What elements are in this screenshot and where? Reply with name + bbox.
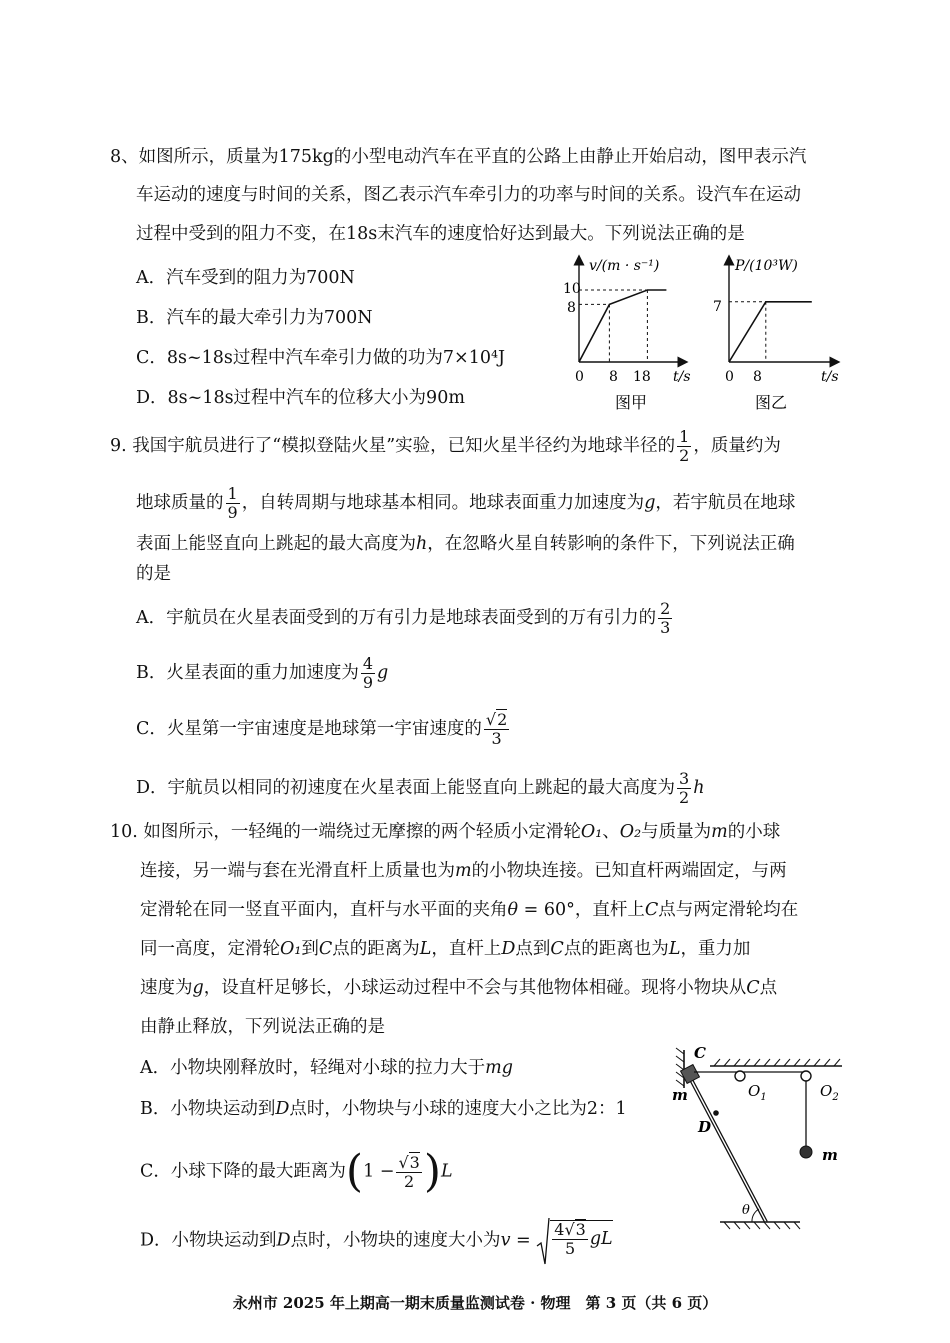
q9-option-a-num: 2 — [660, 599, 671, 618]
q10-label-m-block: m — [672, 1086, 688, 1104]
q10-option-d-radicand: 3 — [575, 1220, 586, 1239]
q9-line1-text: 9. 我国宇航员进行了“模拟登陆火星”实验，已知火星半径约为地球半径的 — [110, 436, 676, 456]
q10-option-c-num: √3 — [398, 1152, 420, 1172]
q10-line4-to2: 点到 — [515, 939, 551, 959]
q10-symbol-m: m — [711, 822, 728, 842]
q10-line4-d: D — [501, 939, 516, 959]
q10-line2-m: m — [455, 861, 472, 881]
q10-stem-line-3 — [140, 898, 798, 922]
q8-graph-velocity — [555, 250, 705, 420]
q10-option-c-radicand: 3 — [409, 1152, 420, 1172]
q10-line2-text: 连接，另一端与套在光滑直杆上质量也为 — [140, 861, 455, 881]
q9-option-a — [136, 600, 674, 637]
q10-option-d-mid: 点时，小物块的速度大小为 — [290, 1230, 501, 1251]
q9-option-b — [136, 655, 388, 692]
q10-option-d-root — [536, 1216, 612, 1266]
q8-graph1-ytick-10: 10 — [563, 281, 581, 297]
q9-option-b-g: g — [377, 663, 389, 683]
q9-stem-line-1 — [110, 428, 781, 465]
q8-graph1-xtick-8: 8 — [609, 369, 618, 385]
q10-option-d-fraction — [552, 1221, 588, 1258]
q9-symbol-g: g — [644, 493, 656, 513]
q10-line3-tail: 点与两定滑轮均在 — [658, 900, 799, 920]
q10-label-m-ball: m — [822, 1146, 838, 1164]
q9-option-b-fraction — [361, 655, 375, 692]
q10-line4-rod: ，直杆上 — [431, 939, 502, 959]
q8-option-a: A．汽车受到的阻力为700N — [136, 268, 355, 288]
q9-option-b-num: 4 — [362, 654, 374, 673]
q10-stem-line-2 — [140, 859, 787, 883]
q10-line4-tail: ，重力加 — [680, 939, 751, 959]
q8-stem-line-2: 车运动的速度与时间的关系，图乙表示汽车牵引力的功率与时间的关系。设汽车在运动 — [136, 185, 801, 205]
q9-fraction-half — [677, 428, 691, 465]
q9-option-c-text: C．火星第一宇宙速度是地球第一宇宙速度的 — [136, 719, 482, 739]
q10-option-d-gL: gL — [589, 1229, 613, 1249]
q9-option-d-text: D．宇航员以相同的初速度在火星表面上能竖直向上跳起的最大高度为 — [136, 778, 676, 798]
q9-stem-line-4: 的是 — [136, 564, 171, 584]
q10-ceiling-hatch — [714, 1059, 840, 1066]
q10-line5-mid: ，设直杆足够长，小球运动过程中不会与其他物体相碰。现将小物块从 — [203, 978, 747, 998]
q10-option-a — [140, 1056, 513, 1080]
q9-option-c-radicand: 2 — [497, 710, 508, 729]
q10-line3-c: C — [644, 900, 659, 920]
q8-graph-power — [705, 250, 855, 420]
q9-option-a-text: A．宇航员在火星表面受到的万有引力是地球表面受到的万有引力的 — [136, 608, 657, 628]
q9-line3-text: 表面上能竖直向上跳起的最大高度为 — [136, 534, 416, 554]
q8-option-b: B．汽车的最大牵引力为700N — [136, 308, 373, 328]
q10-option-b-d: D — [275, 1099, 290, 1119]
q10-ball — [800, 1146, 812, 1158]
q10-option-b — [140, 1097, 627, 1121]
q8-graph1-ylabel: v/(m · s⁻¹) — [589, 258, 660, 274]
q10-option-c-one: 1 − — [363, 1161, 395, 1182]
q9-fraction-half-num: 1 — [679, 427, 690, 446]
q10-option-c — [140, 1146, 453, 1197]
q9-line2-mid: ，自转周期与地球基本相同。地球表面重力加速度为 — [241, 493, 645, 513]
q8-graph1-xlabel: t/s — [673, 369, 691, 385]
q9-option-d-den: 2 — [679, 788, 690, 807]
q10-separator: 、 — [602, 822, 620, 842]
q10-line1-tail: 的小球 — [727, 822, 781, 842]
q9-option-a-fraction — [658, 600, 672, 637]
q9-line2-text: 地球质量的 — [136, 493, 224, 513]
q10-symbol-o1: O₁ — [580, 822, 603, 842]
q10-option-d-text: D．小物块运动到 — [140, 1230, 277, 1251]
q10-label-c: C — [694, 1044, 706, 1062]
q10-option-d-den: 5 — [564, 1239, 576, 1258]
q8-graph1-caption: 图甲 — [615, 393, 648, 412]
q10-line4-c: C — [318, 939, 333, 959]
q10-line5-g: g — [192, 978, 204, 998]
q10-line4-o1: O₁ — [280, 939, 302, 959]
q10-symbol-o2: O₂ — [619, 822, 642, 842]
q9-stem-line-3 — [136, 532, 795, 556]
q9-stem-line-2 — [136, 485, 795, 522]
q10-option-d — [140, 1216, 613, 1266]
q9-option-b-den: 9 — [362, 673, 374, 692]
q10-stem-line-1 — [110, 820, 780, 844]
q9-option-c-den: 3 — [491, 729, 502, 748]
q8-graph2-origin: 0 — [725, 369, 734, 385]
q10-option-d-num: 4√3 — [554, 1220, 586, 1239]
q9-fraction-ninth — [226, 485, 240, 522]
q9-fraction-ninth-den: 9 — [227, 503, 238, 522]
q9-line2-tail: ，若宇航员在地球 — [655, 493, 796, 513]
q9-option-c-num: √2 — [485, 710, 508, 729]
q9-option-d-h: h — [693, 778, 705, 798]
q10-pulley-o1 — [735, 1071, 745, 1081]
q10-option-b-text: B．小物块运动到 — [140, 1099, 276, 1119]
q8-graph1-velocity-curve — [579, 290, 666, 362]
q10-stem-line-4 — [140, 937, 750, 961]
q8-graph1-origin: 0 — [575, 369, 584, 385]
q8-graph1-xtick-18: 18 — [633, 369, 651, 385]
q10-point-d — [713, 1110, 719, 1116]
q10-label-d: D — [698, 1118, 712, 1136]
q8-stem-line-1: 8、如图所示，质量为175kg的小型电动汽车在平直的公路上由静止开始启动，图甲表示汽 — [110, 147, 807, 167]
q10-option-c-den: 2 — [404, 1171, 415, 1191]
q10-option-c-L: L — [441, 1161, 453, 1182]
q8-graph2-xlabel: t/s — [821, 369, 839, 385]
q10-line2-tail: 的小物块连接。已知直杆两端固定，与两 — [471, 861, 787, 881]
q10-option-d-coef: 4 — [554, 1220, 565, 1239]
q10-line5-text: 速度为 — [140, 978, 193, 998]
page-footer: 永州市 2025 年上期高一期末质量监测试卷 · 物理 第 3 页（共 6 页） — [232, 1294, 718, 1312]
q8-graph2-caption: 图乙 — [755, 393, 788, 412]
q8-graph1-ytick-8: 8 — [567, 300, 576, 316]
q10-label-o1: $O_1$ — [748, 1082, 767, 1103]
q10-stem-line-5 — [140, 976, 777, 1000]
q10-line4-distance: 点的距离为 — [332, 939, 420, 959]
q8-option-c: C．8s~18s过程中汽车牵引力做的功为7×10⁴J — [136, 348, 506, 368]
q8-option-d: D．8s~18s过程中汽车的位移大小为90m — [136, 388, 465, 408]
q10-label-theta: θ — [742, 1203, 750, 1218]
q10-line4-L2: L — [668, 939, 681, 959]
q10-option-a-text: A．小物块刚释放时，轻绳对小球的拉力大于 — [140, 1058, 486, 1078]
q10-option-d-eq: = — [510, 1230, 537, 1251]
q10-pulley-o2 — [801, 1071, 811, 1081]
q10-line1-mid: 与质量为 — [641, 822, 712, 842]
q9-option-d — [136, 770, 705, 807]
q10-line5-tail: 点 — [759, 978, 778, 998]
q10-wall-hatch — [676, 1048, 684, 1086]
q10-line5-c: C — [746, 978, 760, 998]
q10-option-a-mg: mg — [485, 1058, 513, 1078]
q9-option-d-fraction — [677, 770, 691, 807]
q9-option-b-text: B．火星表面的重力加速度为 — [136, 663, 359, 683]
q10-line4-L: L — [419, 939, 432, 959]
q10-option-c-lparen: ( — [345, 1146, 364, 1197]
q10-option-d-root-sign — [536, 1216, 550, 1266]
q10-line3-mid: = 60°，直杆上 — [518, 900, 645, 920]
q10-option-c-rparen: ) — [423, 1146, 441, 1197]
q8-graph2-ytick-7: 7 — [713, 299, 722, 315]
q10-line4-c2: C — [550, 939, 564, 959]
q8-stem-line-3: 过程中受到的阻力不变，在18s末汽车的速度恰好达到最大。下列说法正确的是 — [136, 224, 745, 244]
q10-line4-also: 点的距离也为 — [563, 939, 669, 959]
q10-line4-text: 同一高度，定滑轮 — [140, 939, 280, 959]
q9-option-c — [136, 711, 511, 748]
q9-line1-tail: ，质量约为 — [693, 436, 781, 456]
q10-line3-text: 定滑轮在同一竖直平面内，直杆与水平面的夹角 — [140, 900, 508, 920]
q10-option-d-d: D — [276, 1230, 291, 1251]
q10-symbol-theta: θ — [507, 900, 519, 920]
q10-option-c-text: C．小球下降的最大距离为 — [140, 1161, 346, 1182]
q10-option-d-v: v — [500, 1230, 511, 1251]
q8-graph2-xtick-8: 8 — [753, 369, 762, 385]
q9-fraction-half-den: 2 — [679, 446, 690, 465]
q10-diagram — [670, 1040, 850, 1240]
q10-label-o2: $O_2$ — [820, 1082, 839, 1103]
q10-option-b-tail: 点时，小物块与小球的速度大小之比为2：1 — [289, 1099, 627, 1119]
q10-line1-text: 10. 如图所示，一轻绳的一端绕过无摩擦的两个轻质小定滑轮 — [110, 822, 581, 842]
q8-graph2-power-curve — [729, 302, 812, 362]
q10-ground-hatch — [724, 1222, 800, 1229]
q9-line3-tail: ，在忽略火星自转影响的条件下，下列说法正确 — [427, 534, 795, 554]
q9-option-a-den: 3 — [660, 618, 671, 637]
q9-fraction-ninth-num: 1 — [227, 484, 238, 503]
q9-symbol-h: h — [416, 534, 428, 554]
q9-option-d-num: 3 — [679, 769, 690, 788]
q10-option-c-fraction — [396, 1154, 421, 1191]
q10-stem-line-6: 由静止释放，下列说法正确的是 — [140, 1017, 385, 1037]
q9-option-c-fraction — [484, 711, 509, 748]
q8-graph2-ylabel: P/(10³W) — [735, 258, 798, 274]
q10-line4-to: 到 — [301, 939, 319, 959]
